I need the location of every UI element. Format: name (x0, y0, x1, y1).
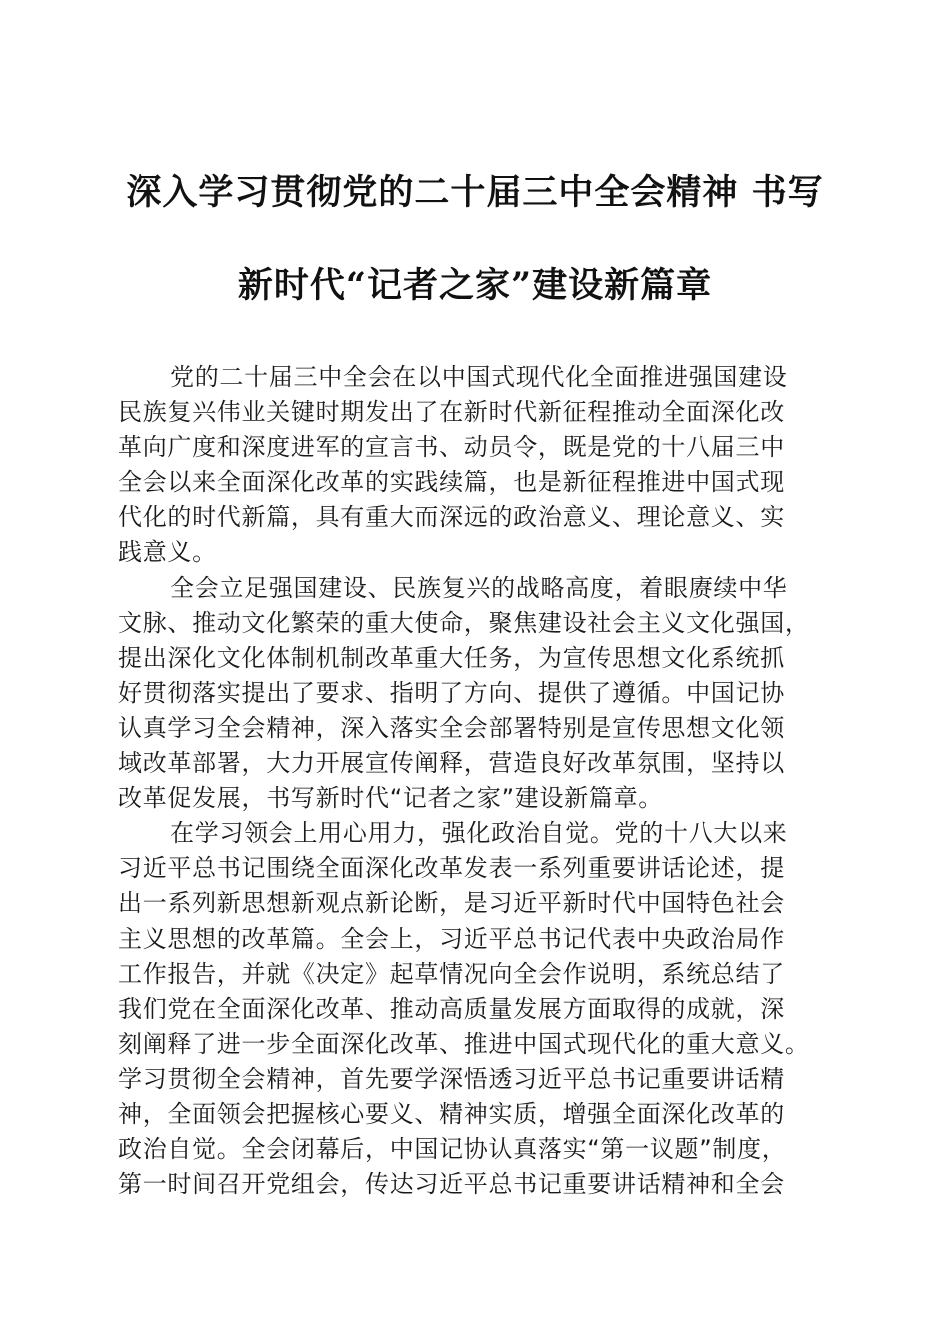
text-line: 出一系列新思想新观点新论断，是习近平新时代中国特色社会 (118, 889, 785, 918)
text-line: 学习贯彻全会精神，首先要学深悟透习近平总书记重要讲话精 (118, 1064, 785, 1093)
text-line: 改革促发展，书写新时代“记者之家”建设新篇章。 (118, 784, 663, 813)
text-line: 第一时间召开党组会，传达习近平总书记重要讲话精神和全会 (118, 1170, 785, 1199)
text-line: 刻阐释了进一步全面深化改革、推进中国式现代化的重大意义。 (118, 1029, 810, 1058)
text-line: 代化的时代新篇，具有重大而深远的政治意义、理论意义、实 (118, 503, 785, 532)
text-line: 我们党在全面深化改革、推动高质量发展方面取得的成就，深 (118, 994, 785, 1023)
text-line: 党的二十届三中全会在以中国式现代化全面推进强国建设 (170, 363, 788, 391)
text-line: 工作报告，并就《决定》起草情况向全会作说明，系统总结了 (118, 959, 785, 988)
document-title (100, 166, 850, 313)
document-body (118, 360, 830, 1202)
paragraph-1 (118, 360, 830, 571)
title-line: 新时代“记者之家”建设新篇章 (237, 265, 713, 306)
text-line: 文脉、推动文化繁荣的重大使命，聚焦建设社会主义文化强国， (118, 608, 810, 637)
text-line: 民族复兴伟业关键时期发出了在新时代新征程推动全面深化改 (118, 398, 785, 427)
text-line: 好贯彻落实提出了要求、指明了方向、提供了遵循。中国记协 (118, 678, 785, 707)
paragraph-3 (118, 816, 830, 1202)
text-line: 践意义。 (118, 538, 217, 567)
title-line: 深入学习贯彻党的二十届三中全会精神 书写 (126, 172, 824, 213)
text-line: 提出深化文化体制机制改革重大任务，为宣传思想文化系统抓 (118, 643, 785, 672)
text-line: 全会以来全面深化改革的实践续篇，也是新征程推进中国式现 (118, 468, 785, 497)
paragraph-2 (118, 571, 830, 817)
text-line: 域改革部署，大力开展宣传阐释，营造良好改革氛围，坚持以 (118, 749, 785, 778)
text-line: 革向广度和深度进军的宣言书、动员令，既是党的十八届三中 (118, 433, 785, 462)
text-line: 认真学习全会精神，深入落实全会部署特别是宣传思想文化领 (118, 713, 785, 742)
text-line: 神，全面领会把握核心要义、精神实质，增强全面深化改革的 (118, 1099, 785, 1128)
text-line: 政治自觉。全会闭幕后，中国记协认真落实“第一议题”制度， (118, 1135, 787, 1164)
text-line: 全会立足强国建设、民族复兴的战略高度，着眼赓续中华 (170, 573, 788, 602)
text-line: 在学习领会上用心用力，强化政治自觉。党的十八大以来 (170, 819, 788, 848)
text-line: 主义思想的改革篇。全会上，习近平总书记代表中央政治局作 (118, 924, 785, 953)
text-line: 习近平总书记围绕全面深化改革发表一系列重要讲话论述，提 (118, 854, 785, 883)
